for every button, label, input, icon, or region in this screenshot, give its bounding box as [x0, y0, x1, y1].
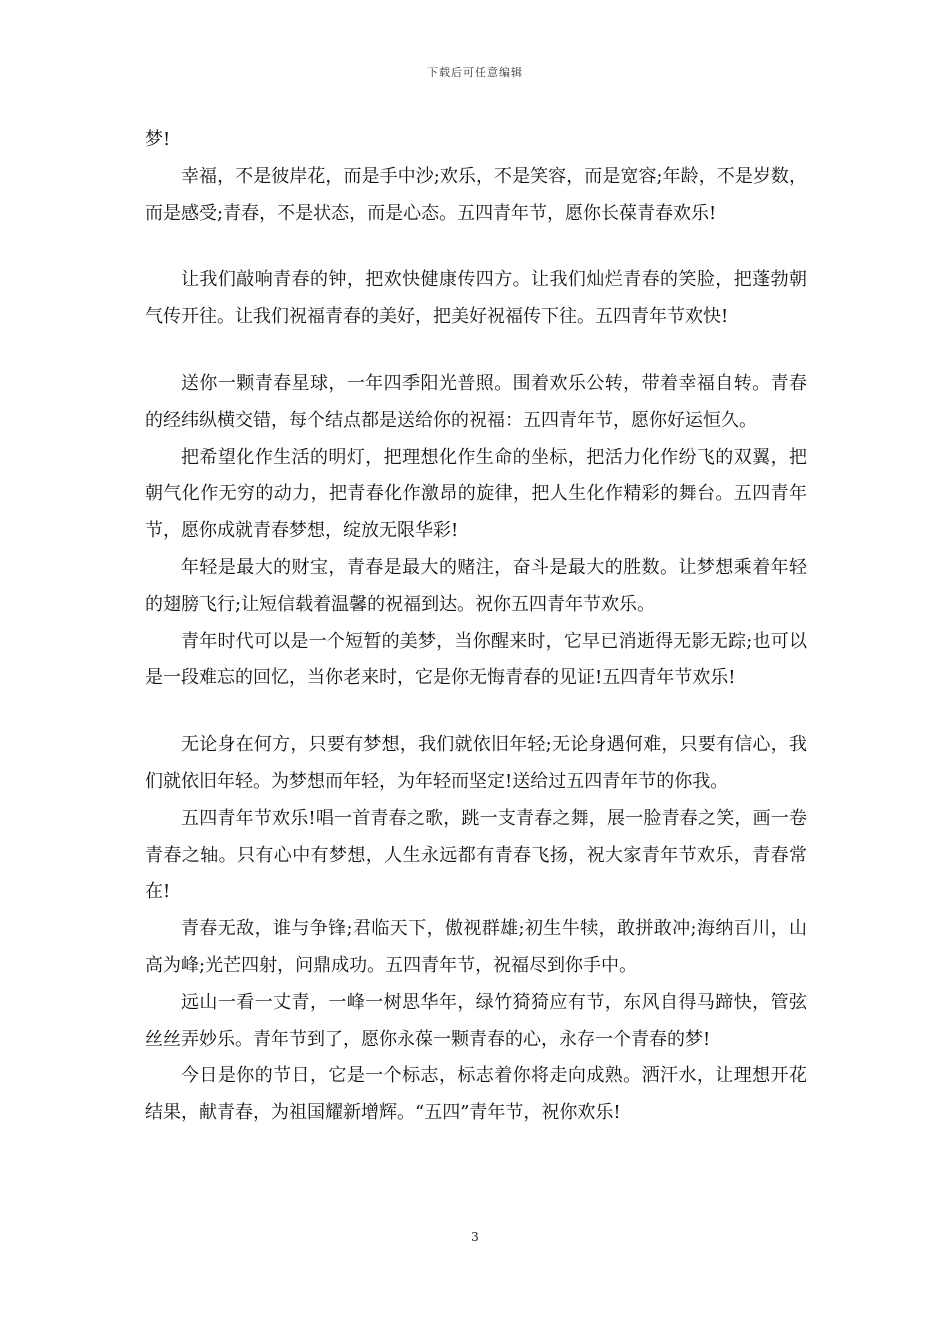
paragraph: 无论身在何方，只要有梦想，我们就依旧年轻;无论身遇何难，只要有信心，我们就依旧年轻。为梦想而年轻，为年轻而坚定!送给过五四青年节的你我。: [145, 734, 807, 792]
paragraph: 青年时代可以是一个短暂的美梦，当你醒来时，它早已消逝得无影无踪;也可以是一段难忘的回忆，当你老来时，它是你无悔青春的见证!五四青年节欢乐!: [145, 630, 807, 689]
paragraph: 送你一颗青春星球，一年四季阳光普照。围着欢乐公转，带着幸福自转。青春的经纬纵横交错，每个结点都是送给你的祝福：五四青年节，愿你好运恒久。: [145, 372, 807, 431]
paragraph: 五四青年节欢乐!唱一首青春之歌，跳一支青春之舞，展一脸青春之笑，画一卷青春之轴。只有心中有梦想，人生永远都有青春飞扬，祝大家青年节欢乐，青春常在!: [145, 807, 807, 903]
paragraph: 幸福，不是彼岸花，而是手中沙;欢乐，不是笑容，而是宽容;年龄，不是岁数，而是感受;青春，不是状态，而是心态。五四青年节，愿你长葆青春欢乐!: [145, 165, 807, 224]
paragraph: 把希望化作生活的明灯，把理想化作生命的坐标，把活力化作纷飞的双翼，把朝气化作无穷的动力，把青春化作激昂的旋律，把人生化作精彩的舞台。五四青年节，愿你成就青春梦想，绽放无限华彩!: [145, 446, 807, 542]
paragraph-continuation: 梦!: [145, 129, 171, 150]
document-body: [145, 122, 807, 1132]
paragraph-gap: [145, 232, 807, 262]
page-number: 3: [471, 1230, 479, 1244]
paragraph: 今日是你的节日，它是一个标志，标志着你将走向成熟。洒汗水，让理想开花结果，献青春，为祖国耀新增辉。“五四”青年节，祝你欢乐!: [145, 1065, 807, 1124]
paragraph-gap: [145, 336, 807, 366]
paragraph-gap: [145, 697, 807, 727]
paragraph: 青春无敌，谁与争锋;君临天下，傲视群雄;初生牛犊，敢拼敢冲;海纳百川，山高为峰;光芒四射，问鼎成功。五四青年节，祝福尽到你手中。: [145, 918, 807, 976]
paragraph: 远山一看一丈青，一峰一树思华年，绿竹猗猗应有节，东风自得马蹄快，管弦丝丝弄妙乐。青年节到了，愿你永葆一颗青春的心，永存一个青春的梦!: [145, 991, 807, 1050]
paragraph: 年轻是最大的财宝，青春是最大的赌注，奋斗是最大的胜数。让梦想乘着年轻的翅膀飞行;让短信载着温馨的祝福到达。祝你五四青年节欢乐。: [145, 556, 807, 615]
page-header: 下载后可任意编辑: [427, 66, 523, 79]
paragraph: 让我们敲响青春的钟，把欢快健康传四方。让我们灿烂青春的笑脸，把蓬勃朝气传开往。让我们祝福青春的美好，把美好祝福传下往。五四青年节欢快!: [145, 269, 807, 328]
